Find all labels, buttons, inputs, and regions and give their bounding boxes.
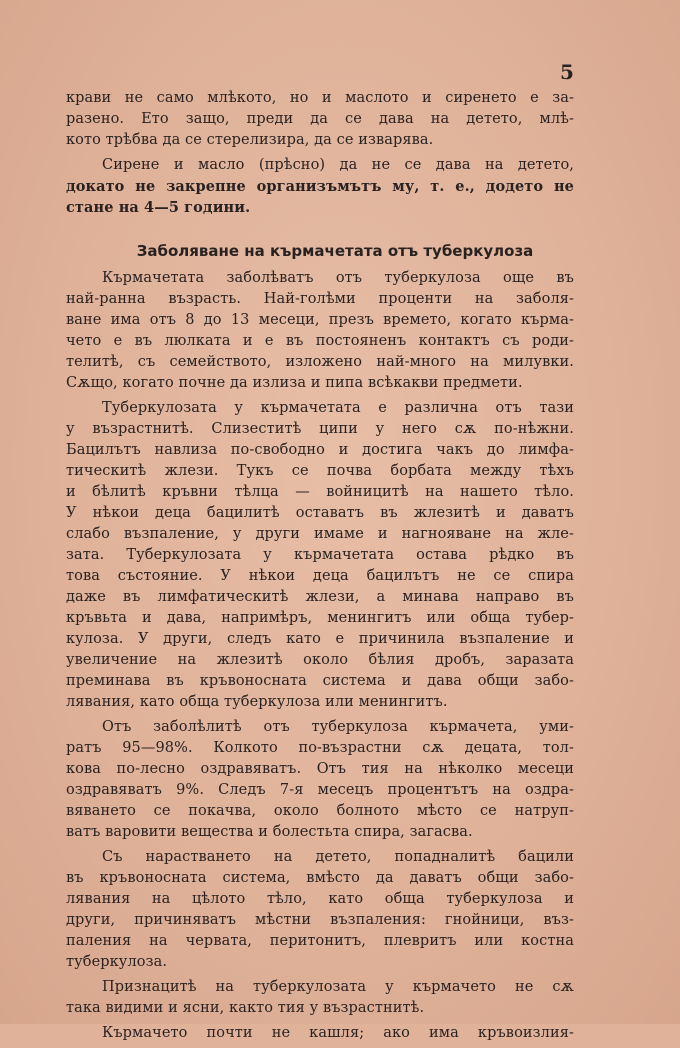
text-line: вяването се покачва, около болното мѣсто се натруп- (66, 803, 574, 819)
paragraph-group-top (66, 88, 574, 218)
text-line: даже въ лимфатическитѣ жлези, а минава направо въ (66, 589, 574, 605)
text-line: Туберкулозата у кърмачетата е различна отъ тази (102, 400, 574, 416)
paragraph (66, 717, 574, 843)
paragraph (66, 977, 574, 1019)
paragraph-group-main (66, 268, 574, 1044)
text-line: други, причиняватъ мѣстни възпаления: гнойници, въз- (66, 912, 574, 928)
text-line: Кърмачето почти не кашля; ако има кръвоизлия- (102, 1025, 574, 1041)
text-line: най-ранна възрасть. Най-голѣми проценти на заболя- (66, 291, 574, 307)
paragraph (66, 88, 574, 151)
text-line: тическитѣ жлези. Тукъ се почва борбата между тѣхъ (66, 463, 574, 479)
text-line: кото трѣбва да се стерелизира, да се изварява. (66, 132, 434, 148)
text-line: Сѫщо, когато почне да излиза и пипа всѣкакви предмети. (66, 375, 523, 391)
text-line: това състояние. У нѣкои деца бацилътъ не се спира (66, 568, 574, 584)
text-line: ратъ 95—98%. Колкото по-възрастни сѫ децата, тол- (66, 740, 574, 756)
text-line: докато не закрепне организъмътъ му, т. е., додето не (66, 178, 574, 195)
text-line: У нѣкои деца бацилитѣ оставатъ въ жлезитѣ и даватъ (66, 505, 574, 521)
text-line: въ кръвоносната система, вмѣсто да даватъ общи забо- (66, 870, 574, 886)
text-line: Съ нарастването на детето, попадналитѣ бацили (102, 849, 574, 865)
text-line: зата. Туберкулозата у кърмачетата остава рѣдко въ (66, 547, 574, 563)
section-heading: Заболяване на кърмачетата отъ туберкулоза (136, 242, 534, 260)
text-line: паления на червата, перитонитъ, плевритъ или костна (66, 933, 574, 949)
text-line: Отъ заболѣлитѣ отъ туберкулоза кърмачета, уми- (102, 719, 574, 735)
text-line: крави не само млѣкото, но и маслото и сиренето е за- (66, 90, 574, 106)
text-line: Бацилътъ навлиза по-свободно и достига чакъ до лимфа- (66, 442, 574, 458)
text-line: ватъ варовити вещества и болестьта спира, загасва. (66, 824, 473, 840)
paragraph (66, 847, 574, 973)
text-line: телитѣ, съ семейството, изложено най-много на милувки. (66, 354, 574, 370)
text-line: ване има отъ 8 до 13 месеци, презъ времето, когато кърма- (66, 312, 574, 328)
text-line: преминава въ кръвоносната система и дава общи забо- (66, 673, 574, 689)
text-line: кова по-лесно оздравяватъ. Отъ тия на нѣколко месеци (66, 761, 574, 777)
text-line: Признацитѣ на туберкулозата у кърмачето не сѫ (102, 979, 574, 995)
text-line: чето е въ люлката и е въ постояненъ контактъ съ роди- (66, 333, 574, 349)
page-body (66, 88, 574, 1048)
paragraph (66, 398, 574, 713)
text-line: така видими и ясни, както тия у възрастнитѣ. (66, 1000, 425, 1016)
text-line: туберкулоза. (66, 954, 168, 970)
text-line: Кърмачетата заболѣватъ отъ туберкулоза още въ (102, 270, 574, 286)
text-line: слабо възпаление, у други имаме и нагнояване на жле- (66, 526, 574, 542)
text-line: стане на 4—5 години. (66, 199, 251, 216)
text-line: у възрастнитѣ. Слизеститѣ ципи у него сѫ по-нѣжни. (66, 421, 574, 437)
text-line: увеличение на жлезитѣ около бѣлия дробъ, заразата (66, 652, 574, 668)
text-line: лявания на цѣлото тѣло, като обща туберкулоза и (66, 891, 574, 907)
paragraph (66, 155, 574, 218)
text-line: кулоза. У други, следъ като е причинила възпаление и (66, 631, 574, 647)
text-line: лявания, като обща туберкулоза или менингитъ. (66, 694, 448, 710)
page-number: 5 (560, 60, 574, 84)
text-line: кръвьта и дава, напримѣръ, менингитъ или обща тубер- (66, 610, 574, 626)
paragraph (66, 268, 574, 394)
paragraph (66, 1023, 574, 1044)
text-line: разено. Ето защо, преди да се дава на детето, млѣ- (66, 111, 574, 127)
text-line: Сирене и масло (прѣсно) да не се дава на детето, (102, 157, 574, 173)
text-line: оздравяватъ 9%. Следъ 7-я месецъ процентътъ на оздра- (66, 782, 574, 798)
text-line: и бѣлитѣ кръвни тѣлца — войницитѣ на нашето тѣло. (66, 484, 574, 500)
